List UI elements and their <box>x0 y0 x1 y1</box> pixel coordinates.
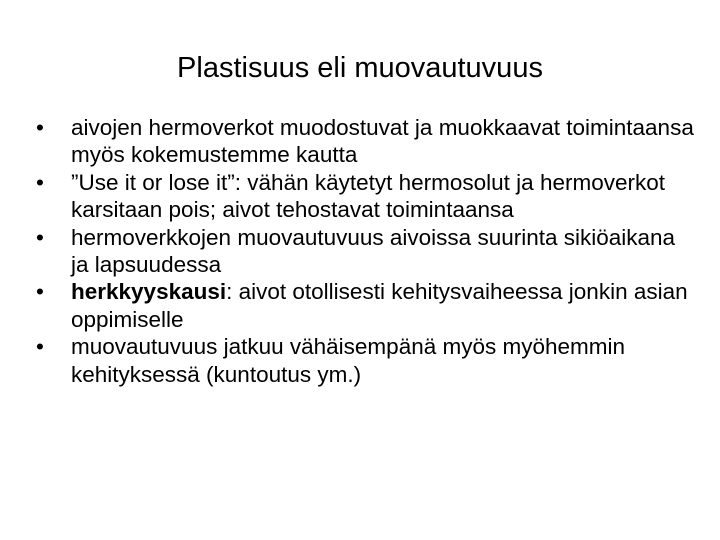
bullet-dot-icon: • <box>36 169 44 195</box>
slide-title: Plastisuus eli muovautuvuus <box>177 52 543 84</box>
bullet-dot-icon: • <box>36 115 44 140</box>
bullet-dot-icon: • <box>36 334 44 360</box>
bullet-item <box>36 169 696 224</box>
bullet-item <box>36 333 696 388</box>
bullet-dot-icon: • <box>36 279 44 305</box>
bullet-list <box>36 114 696 388</box>
bullet-text: muovautuvuus jatkuu vähäisempänä myös myöhemmin kehityksessä (kuntoutus ym.) <box>71 334 626 387</box>
bullet-item <box>36 224 696 279</box>
bullet-text: aivojen hermoverkot muodostuvat ja muokkaavat toimintaansa myös kokemustemme kautta <box>71 115 694 168</box>
bullet-item <box>36 278 696 333</box>
bullet-text: ”Use it or lose it”: vähän käytetyt hermosolut ja hermoverkot karsitaan pois; aivot tehostavat toimintaansa <box>71 169 665 223</box>
bullet-item <box>36 114 696 169</box>
bullet-text: hermoverkkojen muovautuvuus aivoissa suurinta sikiöaikana ja lapsuudessa <box>71 224 676 278</box>
bullet-bold-term: herkkyyskausi <box>71 279 227 305</box>
bullet-text: : aivot otollisesti kehitysvaiheessa jonkin asian oppimiselle <box>71 279 688 332</box>
bullet-dot-icon: • <box>36 224 44 250</box>
